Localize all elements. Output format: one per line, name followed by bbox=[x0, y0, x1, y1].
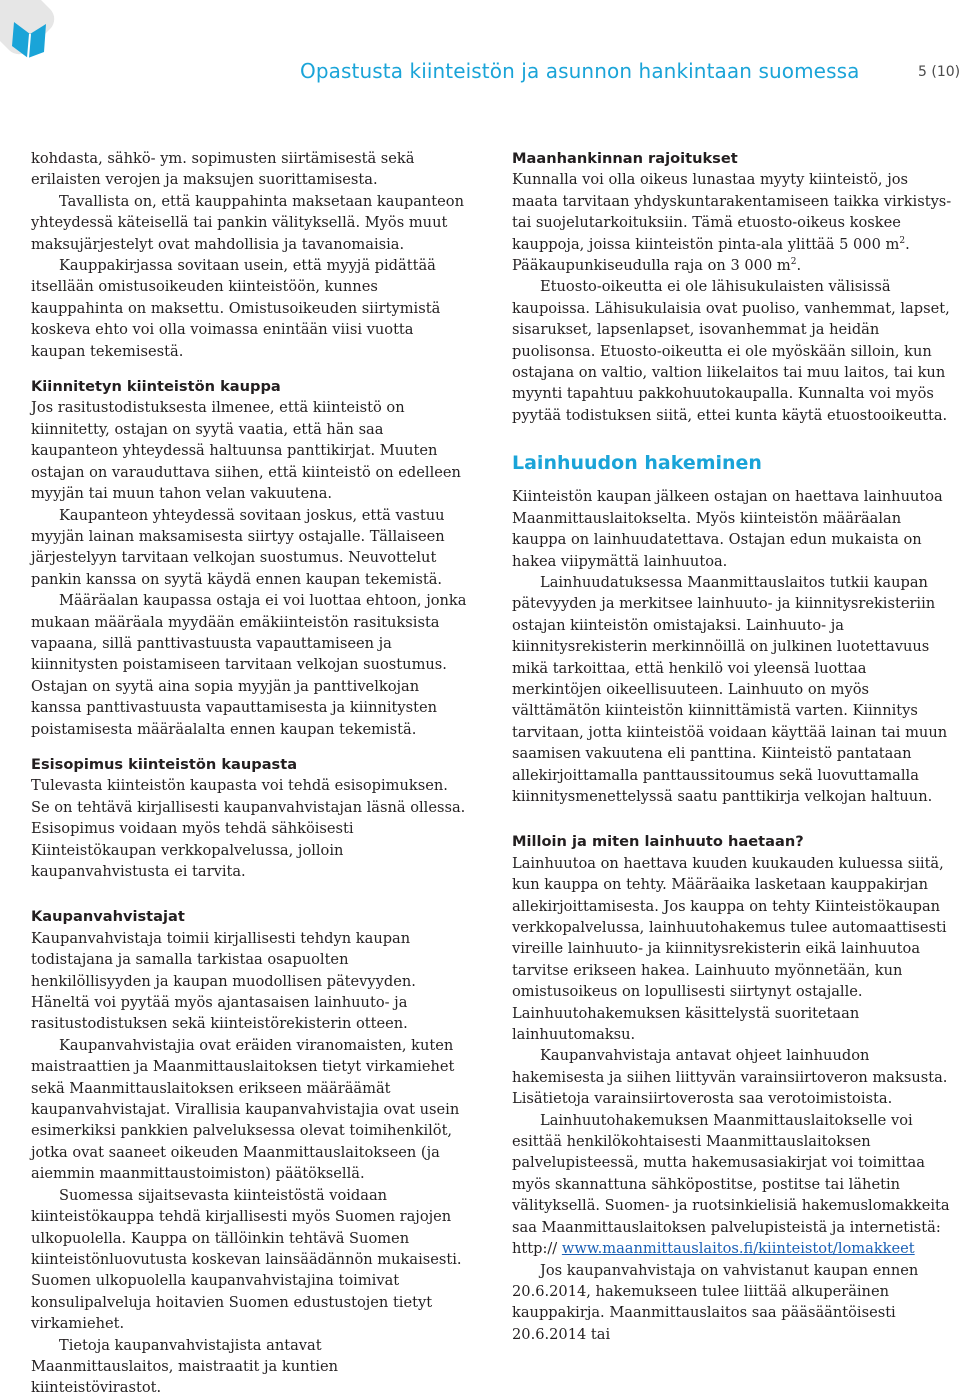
section-heading: Milloin ja miten lainhuuto haetaan? bbox=[512, 833, 804, 851]
paragraph: Kiinteistön kaupan jälkeen ostajan on haettava lainhuutoa Maanmittauslaitokselta. Myös kiinteistön määräalan kauppa on lainhuudatettava. Ostajan edun mukaista on hakea viipymättä lainhuutoa. bbox=[512, 488, 943, 570]
paragraph: kohdasta, sähkö- ym. sopimusten siirtämisestä sekä erilaisten verojen ja maksujen suorittamisesta. bbox=[31, 150, 415, 189]
paragraph: Lainhuudatuksessa Maanmittauslaitos tutkii kaupan pätevyyden ja merkitsee lainhuuto- ja kiinnitysrekisteriin ostajan kiinteistön omistajaksi. Lainhuuto- ja kiinnitysrekisterin merkinnöillä on julkinen luotettavuus mikä tarkoittaa, että henkilö voi yleensä luottaa merkintöjen oikeellisuuteen. Lainhuuto on myös välttämätön kiinteistön kiinnittämistä varten. Kiinnitys tarvitaan, jotta kiinteistöä voidaan käyttää lainan tai muun saamisen vakuutena eli panttina. Kiinteistö pantataan allekirjoittamalla panttaussitoumus sekä luovuttamalla kiinnitysmenettelyssä saatu panttikirja velkojan haltuun. bbox=[512, 573, 948, 805]
page-number: 5 (10) bbox=[918, 64, 960, 80]
header-title: Opastusta kiinteistön ja asunnon hankintaan suomessa bbox=[300, 59, 860, 83]
paragraph: Suomessa sijaitsevasta kiinteistöstä voidaan kiinteistökauppa tehdä kirjallisesti myös Suomen rajojen ulkopuolella. Kauppa on tällöinkin tehtävä Suomen kiinteistönluovutusta koskevan lainsäädännön mukaisesti. Suomen ulkopuolella kaupanvahvistajina toimivat konsulipalveluja hoitavien Suomen edustustojen tietyt virkamiehet. bbox=[31, 1186, 462, 1333]
paragraph: Kunnalla voi olla oikeus lunastaa myyty kiinteistö, jos maata tarvitaan yhdyskuntarakentamiseen taikka virkistys- tai suojelutarkoituksiin. Tämä etuosto-oikeus koskee kauppoja, joissa kiinteistön pinta-ala ylittää 5 000 $m^2$. Pääkaupunkiseudulla raja on 3 000 $m^2$. bbox=[512, 171, 952, 275]
right-column bbox=[512, 148, 952, 1345]
forms-link[interactable]: www.maanmittauslaitos.fi/kiinteistot/lomakkeet bbox=[561, 1240, 915, 1258]
paragraph: Kaupanvahvistajia ovat eräiden viranomaisten, kuten maistraattien ja Maanmittauslaitoksen tietyt virkamiehet sekä Maanmittauslaitoksen erikseen määräämät kaupanvahvistajat. Virallisia kaupanvahvistajia ovat usein esimerkiksi pankkien palveluksessa olevat toimihenkilöt, jotka ovat saaneet oikeuden Maanmittauslaitokseen (ja aiemmin maanmittaustoimiston) päätöksellä. bbox=[31, 1036, 460, 1183]
section-heading: Esisopimus kiinteistön kaupasta bbox=[31, 755, 298, 773]
paragraph: Kaupanvahvistaja toimii kirjallisesti tehdyn kaupan todistajana ja samalla tarkistaa osapuolten henkilöllisyyden ja kaupan muodollisen pätevyyden. Häneltä voi pyytää myös ajantasaisen lainhuuto- ja rasitustodistuksen sekä kiinteistörekisterin otteen. bbox=[31, 929, 416, 1033]
book-logo-icon bbox=[0, 0, 64, 64]
paragraph: Kaupanteon yhteydessä sovitaan joskus, että vastuu myyjän lainan maksamisesta siirtyy ostajalle. Tällaiseen järjestelyyn tarvitaan velkojan suostumus. Neuvottelut pankin kanssa on syytä käydä ennen kaupan tekemistä. bbox=[31, 506, 445, 588]
left-column bbox=[31, 148, 467, 1399]
paragraph: Lainhuutohakemuksen Maanmittauslaitokselle voi esittää henkilökohtaisesti Maanmittauslaitoksen palvelupisteessä, mutta hakemusasiakirjat voi toimittaa myös skannattuna sähköpostitse, postitse tai lähetin välityksellä. Suomen- ja ruotsinkielisiä hakemuslomakkeita saa Maanmittauslaitoksen palvelupisteistä ja internetistä: http:// www.maanmittauslaitos.fi/kiinteistot/lomakkeet bbox=[512, 1111, 950, 1258]
paragraph: Kaupanvahvistaja antavat ohjeet lainhuudon hakemisesta ja siihen liittyvän varainsiirtoveron maksusta. Lisätietoja varainsiirtoverosta saa verotoimistoista. bbox=[512, 1047, 948, 1108]
section-heading: Kaupanvahvistajat bbox=[31, 908, 185, 926]
section-heading: Maanhankinnan rajoitukset bbox=[512, 150, 738, 167]
paragraph: Etuosto-oikeutta ei ole lähisukulaisten välisissä kaupoissa. Lähisukulaisia ovat puoliso, vanhemmat, lapset, sisarukset, lapsenlapset, isovanhemmat ja heidän puolisonsa. Etuosto-oikeutta ei ole myöskään silloin, kun ostajana on valtio, valtion liikelaitos tai muu laitos, tai kun myynti tapahtuu pakkohuutokaupalla. Kunnalta voi myös pyytää todistuksen siitä, ettei kunta käytä etuostooikeutta. bbox=[512, 278, 950, 424]
paragraph: Tavallista on, että kauppahinta maksetaan kaupanteon yhteydessä käteisellä tai pankin välityksellä. Myös muut maksujärjestelyt ovat mahdollisia ja tavanomaisia. bbox=[31, 192, 464, 253]
paragraph: Jos kaupanvahvistaja on vahvistanut kaupan ennen 20.6.2014, hakemukseen tulee liittää alkuperäinen kauppakirja. Maanmittauslaitos saa pääsääntöisesti 20.6.2014 tai bbox=[512, 1261, 919, 1343]
paragraph: Lainhuutoa on haettava kuuden kuukauden kuluessa siitä, kun kauppa on tehty. Määräaika lasketaan kauppakirjan allekirjoittamisesta. Jos kauppa on tehty Kiinteistökaupan verkkopalvelussa, lainhuutohakemus tulee automaattisesti vireille lainhuuto- ja kiinnitysrekisterin eikä lainhuutoa tarvitse erikseen hakea. Lainhuuto myönnetään, kun omistusoikeus on lopullisesti siirtynyt ostajalle. Lainhuutohakemuksen käsittelystä suoritetaan lainhuutomaksu. bbox=[512, 854, 947, 1044]
paragraph: Kauppakirjassa sovitaan usein, että myyjä pidättää itsellään omistusoikeuden kiinteistöön, kunnes kauppahinta on maksettu. Omistusoikeuden siirtymistä koskeva ehto voi olla voimassa enintään viisi vuotta kaupan tekemisestä. bbox=[31, 257, 441, 360]
section-heading: Kiinnitetyn kiinteistön kauppa bbox=[31, 378, 281, 396]
paragraph: Tietoja kaupanvahvistajista antavat Maanmittauslaitos, maistraatit ja kuntien kiinteistövirastot. bbox=[31, 1336, 339, 1397]
paragraph: Jos rasitustodistuksesta ilmenee, että kiinteistö on kiinnitetty, ostajan on syytä vaatia, että hän saa kaupanteon yhteydessä haltuunsa panttikirjat. Muuten ostajan on varauduttava siihen, että kiinteistö on edelleen myyjän tai muun tahon velan vakuutena. bbox=[31, 399, 461, 503]
paragraph: Määräalan kaupassa ostaja ei voi luottaa ehtoon, jonka mukaan määräala myydään emäkiinteistön rasituksista vapaana, sillä panttivastuusta vapauttamiseen ja kiinnitysten poistamiseen tarvitaan velkojan suostumus. Ostajan on syytä aina sopia myyjän ja panttivelkojan kanssa panttivastuusta vapauttamisesta ja kiinnitysten poistamisesta määräalalta ennen kaupan tekemistä. bbox=[31, 592, 467, 738]
main-heading: Lainhuudon hakeminen bbox=[512, 452, 762, 475]
paragraph: Tulevasta kiinteistön kaupasta voi tehdä esisopimuksen. Se on tehtävä kirjallisesti kaupanvahvistajan läsnä ollessa. Esisopimus voidaan myös tehdä sähköisesti Kiinteistökaupan verkkopalvelussa, jolloin kaupanvahvistusta ei tarvita. bbox=[31, 777, 466, 880]
